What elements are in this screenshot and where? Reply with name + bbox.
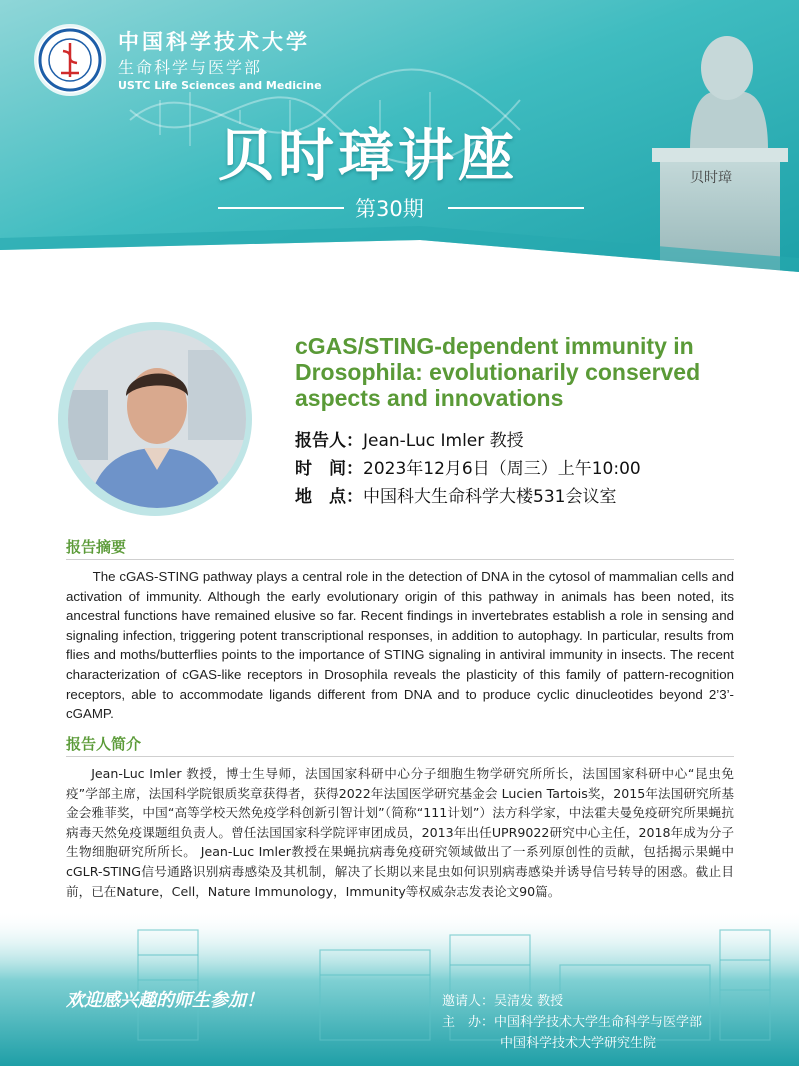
time-row <box>295 454 641 479</box>
time-label: 时 间： <box>295 459 363 479</box>
bio-text: Jean-Luc Imler 教授，博士生导师，法国国家科研中心分子细胞生物学研究所所长，法国国家科研中心“昆虫免疫”学部主席，法国科学院银质奖章获得者，获得2022年法国医学研究基金会 Lucien Tartois奖，2015年法国研究所基金会雅菲奖，中国“高等学校天然免疫学科创新引智计划”（简称“111计划”）法方科学家，中法霍夫曼免疫研究所果蝇抗病毒天然免疫课题组负责人。曾任法国国家科学院评审团成员，2013年出任UPR9022研究中心主任，2018年成为分子生物细胞研究所所长。 Jean-Luc Imler教授在果蝇抗病毒免疫研究领域做出了一系列原创性的贡献，包括揭示果蝇中cGLR-STING信号通路识别病毒感染及其机制，解决了长期以来昆虫如何识别病毒感染并诱导信号转导的困惑。截止目前，已在Nature，Cell，Nature Immunology，Immunity等权威杂志发表论文90篇。 <box>66 766 734 899</box>
issue-divider-right <box>448 207 584 209</box>
talk-time: 2023年12月6日（周三）上午10:00 <box>363 459 641 479</box>
talk-place: 中国科大生命科学大楼531会议室 <box>363 487 617 507</box>
statue-plaque: 贝时璋 <box>690 170 732 186</box>
speaker-label: 报告人： <box>295 431 363 451</box>
abstract-text: The cGAS-STING pathway plays a central role in the detection of DNA in the cytosol of mammalian cells and activation of immunity. Although the early evolutionary origin of this pathway in animals has been noted, its ancestral functions have remained elusive so far. Recent findings in invertebrates establish a role in sensing and signaling infection, triggering potent transcriptional responses, in addition to autophagy. In particular, results from flies and moths/butterflies points to the importance of STING signaling in antiviral immunity in insects. The recent characterization of cGAS-like receptors in Drosophila reveals the plasticity of this family of pattern-recognition receptors, able to accommodate ligands different from DNA and to produce cyclic dinucleotides beyond 2’3’-cGAMP. <box>66 569 734 722</box>
bio-divider <box>66 756 734 757</box>
bio-heading: 报告人简介 <box>66 735 142 753</box>
abstract-heading: 报告摘要 <box>66 538 127 556</box>
speaker-name: Jean-Luc Imler 教授 <box>363 431 524 451</box>
department-name-en: USTC Life Sciences and Medicine <box>118 79 322 92</box>
inviter-name: 吴清发 教授 <box>494 994 564 1009</box>
issue-divider-left <box>218 207 344 209</box>
series-title: 贝时璋讲座 <box>218 124 518 189</box>
ustc-seal-icon <box>37 27 103 93</box>
inviter-label: 邀请人： <box>442 994 495 1009</box>
place-row <box>295 482 616 507</box>
issue-number: 第30期 <box>355 197 424 221</box>
talk-title: cGAS/STING-dependent immunity in Drosophila: evolutionarily conserved aspects and innovations <box>295 333 701 411</box>
speaker-row <box>295 426 524 451</box>
welcome-message: 欢迎感兴趣的师生参加！ <box>66 990 264 1011</box>
host-row-2 <box>500 1032 656 1051</box>
host-2: 中国科学技术大学研究生院 <box>500 1036 657 1051</box>
host-row <box>442 1011 702 1030</box>
header-banner <box>0 0 799 300</box>
place-label: 地 点： <box>295 487 363 507</box>
host-label: 主 办： <box>442 1015 495 1030</box>
university-logo <box>34 24 106 96</box>
host-1: 中国科学技术大学生命科学与医学部 <box>494 1015 703 1030</box>
speaker-photo <box>68 330 246 508</box>
abstract-divider <box>66 559 734 560</box>
inviter-row <box>442 990 563 1009</box>
department-name: 生命科学与医学部 <box>118 58 263 77</box>
university-name: 中国科学技术大学 <box>118 29 310 54</box>
